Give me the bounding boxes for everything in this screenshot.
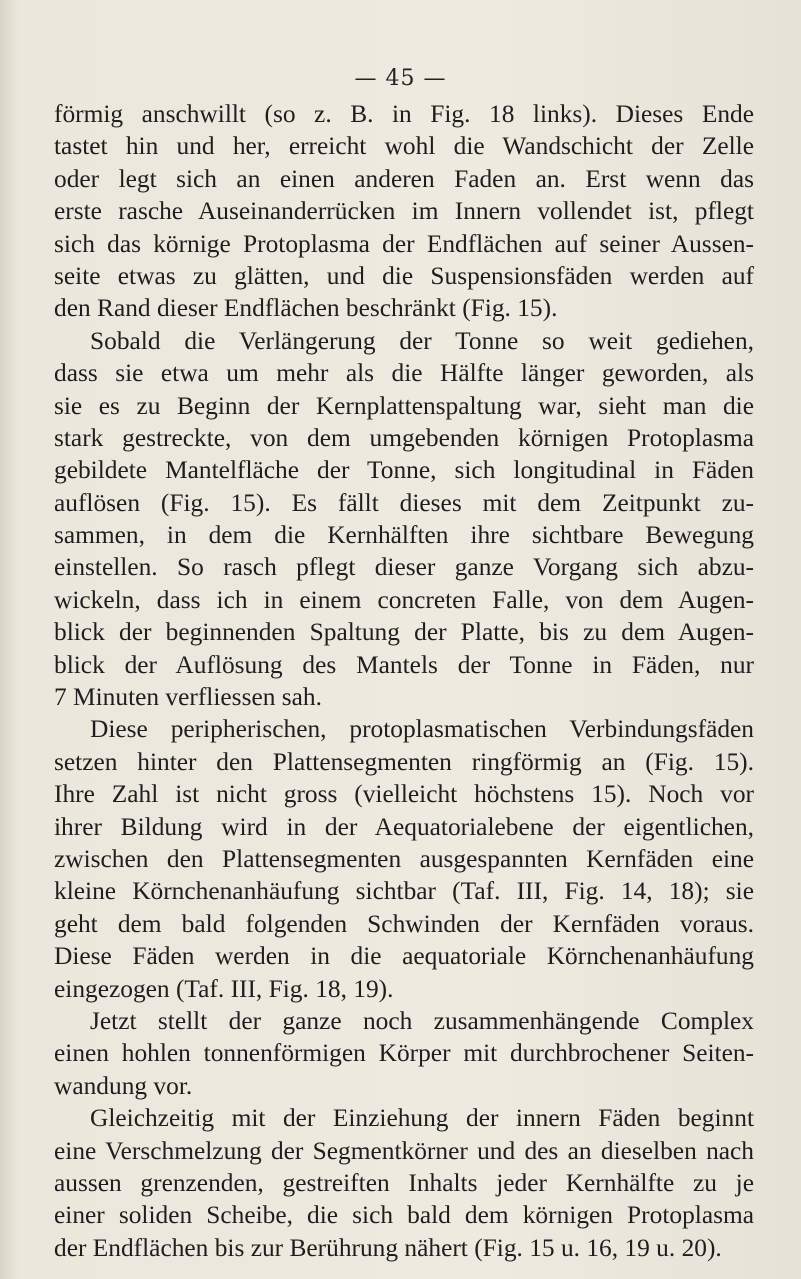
- text-line: den Rand dieser Endflächen beschränkt (Fig. 15).: [54, 294, 558, 323]
- text-line: blick der beginnenden Spaltung der Platte, bis zu dem Augen-: [54, 618, 754, 647]
- paragraph-4: [54, 1005, 754, 1102]
- text-line: oder legt sich an einen anderen Faden an. Erst wenn das: [54, 164, 754, 193]
- text-line: sammen, in dem die Kernhälften ihre sichtbare Bewegung: [54, 521, 754, 550]
- text-line: 7 Minuten verfliessen sah.: [54, 683, 322, 712]
- text-line: tastet hin und her, erreicht wohl die Wandschicht der Zelle: [54, 132, 754, 161]
- text-line: förmig anschwillt (so z. B. in Fig. 18 links). Dieses Ende: [54, 100, 754, 128]
- text-line: einer soliden Scheibe, die sich bald dem körnigen Protoplasma: [54, 1201, 754, 1230]
- text-line: stark gestreckte, von dem umgebenden körnigen Protoplasma: [54, 423, 754, 452]
- text-line: sich das körnige Protoplasma der Endflächen auf seiner Aussen-: [54, 229, 754, 258]
- text-line: auflösen (Fig. 15). Es fällt dieses mit dem Zeitpunkt zu-: [54, 488, 754, 517]
- text-line: wickeln, dass ich in einem concreten Falle, von dem Augen-: [54, 585, 754, 614]
- text-line: einstellen. So rasch pflegt dieser ganze Vorgang sich abzu-: [54, 553, 754, 582]
- text-line: eingezogen (Taf. III, Fig. 18, 19).: [54, 974, 394, 1003]
- paragraph-5: [54, 1102, 754, 1264]
- text-line: eine Verschmelzung der Segmentkörner und des an dieselben nach: [54, 1136, 754, 1165]
- text-line: erste rasche Auseinanderrücken im Innern vollendet ist, pflegt: [54, 197, 754, 226]
- text-line: zwischen den Plattensegmenten ausgespannten Kernfäden eine: [54, 844, 754, 873]
- text-line: geht dem bald folgenden Schwinden der Kernfäden voraus.: [54, 909, 754, 938]
- text-line: ihrer Bildung wird in der Aequatorialebene der eigentlichen,: [54, 812, 754, 841]
- text-line: Jetzt stellt der ganze noch zusammenhängende Complex: [90, 1006, 754, 1035]
- text-line: blick der Auflösung des Mantels der Tonne in Fäden, nur: [54, 650, 754, 679]
- body-text: [54, 98, 754, 1264]
- page-number: — 45 —: [354, 66, 447, 91]
- text-line: sie es zu Beginn der Kernplattenspaltung war, sieht man die: [54, 391, 754, 420]
- text-line: dass sie etwa um mehr als die Hälfte länger geworden, als: [54, 359, 754, 388]
- text-line: kleine Körnchenanhäufung sichtbar (Taf. III, Fig. 14, 18); sie: [54, 877, 754, 906]
- paragraph-2: [54, 325, 754, 714]
- text-line: Ihre Zahl ist nicht gross (vielleicht höchstens 15). Noch vor: [54, 780, 754, 809]
- text-line: seite etwas zu glätten, und die Suspensionsfäden werden auf: [54, 261, 754, 290]
- text-line: gebildete Mantelfläche der Tonne, sich longitudinal in Fäden: [54, 456, 754, 485]
- text-line: einen hohlen tonnenförmigen Körper mit durchbrochener Seiten-: [54, 1039, 754, 1068]
- text-line: setzen hinter den Plattensegmenten ringförmig an (Fig. 15).: [54, 747, 754, 776]
- text-line: der Endflächen bis zur Berührung nähert (Fig. 15 u. 16, 19 u. 20).: [54, 1233, 722, 1262]
- text-line: Diese peripherischen, protoplasmatischen Verbindungsfäden: [90, 715, 754, 744]
- paragraph-1: [54, 98, 754, 325]
- text-line: wandung vor.: [54, 1071, 193, 1100]
- paragraph-3: [54, 713, 754, 1005]
- text-line: aussen grenzenden, gestreiften Inhalts jeder Kernhälfte zu je: [54, 1168, 754, 1197]
- text-line: Gleichzeitig mit der Einziehung der innern Fäden beginnt: [90, 1104, 754, 1133]
- text-line: Diese Fäden werden in die aequatoriale Körnchenanhäufung: [54, 942, 754, 971]
- text-line: Sobald die Verlängerung der Tonne so weit gediehen,: [90, 326, 754, 355]
